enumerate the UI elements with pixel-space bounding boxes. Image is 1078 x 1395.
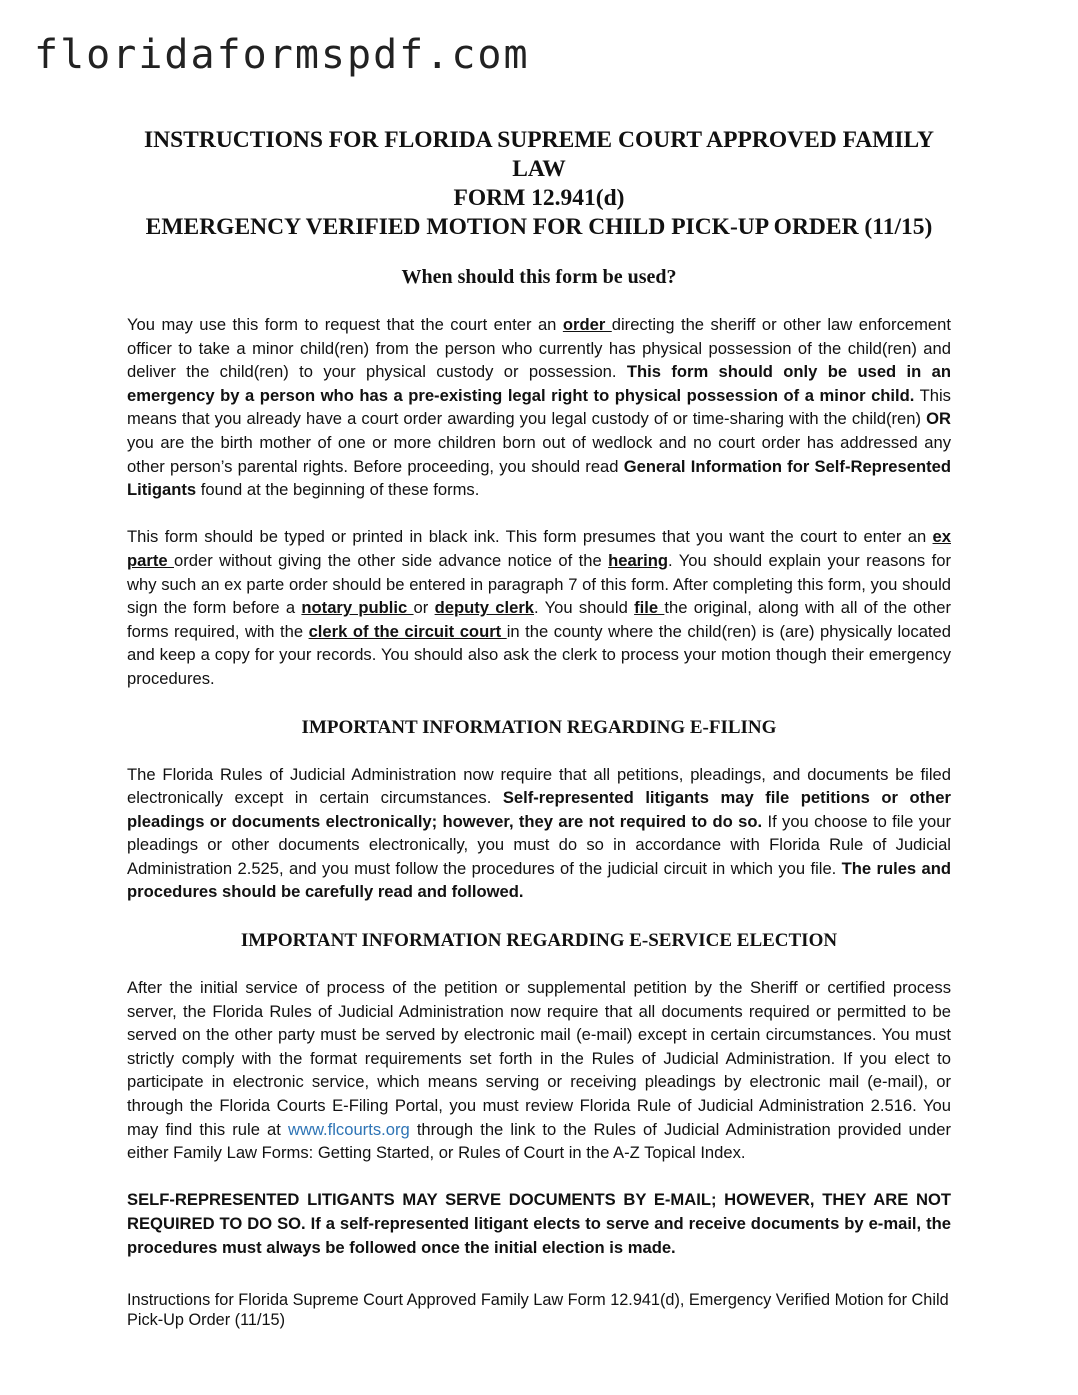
term-order: order bbox=[562, 315, 612, 334]
eservice-paragraph-1: After the initial service of process of the petition or supplemental petition by the Sheriff or certified process server, the Florida Rules of Judicial Administration now require that all documents required or permitted to be served on the other party must be served by electronic mail (e-mail) except in certain circumstances. You must strictly comply with the format requirements set forth in the Rules of Judicial Administration. If you elect to participate in electronic service, which means serving or receiving pleadings by electronic mail (e-mail), or through the Florida Courts E-Filing Portal, you must review Florida Rule of Judicial Administration 2.516. You may find this rule at www.flcourts.org through the link to the Rules of Judicial Administration provided under either Family Law Forms: Getting Started, or Rules of Court in the A-Z Topical Index. bbox=[127, 978, 951, 1163]
flcourts-link[interactable]: www.flcourts.org bbox=[287, 1119, 410, 1139]
page-footer: Instructions for Florida Supreme Court Approved Family Law Form 12.941(d), Emergency Verified Motion for Child Pick-Up Order (11/15) bbox=[127, 1291, 949, 1329]
title-line-2: FORM 12.941(d) bbox=[453, 185, 625, 211]
document-body bbox=[127, 126, 951, 1259]
efiling-heading: IMPORTANT INFORMATION REGARDING E-FILING bbox=[301, 716, 777, 738]
eservice-paragraph-2: SELF-REPRESENTED LITIGANTS MAY SERVE DOCUMENTS BY E-MAIL; HOWEVER, THEY ARE NOT REQUIRED TO DO SO. If a self-represented litigant elects to serve and receive documents by e-mail, the procedures must always be followed once the initial election is made. bbox=[127, 1190, 951, 1257]
term-ex-parte: ex parte bbox=[127, 527, 951, 570]
eservice-heading: IMPORTANT INFORMATION REGARDING E-SERVICE ELECTION bbox=[240, 930, 838, 952]
efiling-paragraph: The Florida Rules of Judicial Administration now require that all petitions, pleadings, and documents be filed electronically except in certain circumstances. Self-represented litigants may file petitions or other pleadings or documents electronically; however, they are not required to do so. If you choose to file your pleadings or other documents electronically, you must do so in accordance with Florida Rule of Judicial Administration 2.525, and you must follow the procedures of the judicial circuit in which you file. The rules and procedures should be carefully read and followed. bbox=[127, 764, 952, 902]
document-title bbox=[127, 126, 951, 242]
term-hearing: hearing bbox=[608, 550, 669, 570]
term-deputy-clerk: deputy clerk bbox=[434, 598, 535, 618]
term-file: file bbox=[634, 598, 665, 618]
term-notary-public: notary public bbox=[301, 598, 414, 618]
term-clerk-circuit-court: clerk of the circuit court bbox=[308, 621, 507, 641]
title-line-1: INSTRUCTIONS FOR FLORIDA SUPREME COURT APPROVED FAMILY LAW bbox=[144, 127, 934, 182]
when-paragraph-2: This form should be typed or printed in black ink. This form presumes that you want the court to enter an ex parte order without giving the other side advance notice of the hearing. You should explain your reasons for why such an ex parte order should be entered in paragraph 7 of this form. After completing this form, you should sign the form before a notary public or deputy clerk. You should file the original, along with all of the other forms required, with the clerk of the circuit court in the county where the child(ren) is (are) physically located and keep a copy for your records. You should also ask the clerk to process your motion though their emergency procedures. bbox=[127, 527, 952, 688]
title-line-3: EMERGENCY VERIFIED MOTION FOR CHILD PICK-UP ORDER (11/15) bbox=[145, 214, 933, 240]
when-heading: When should this form be used? bbox=[401, 266, 677, 288]
when-paragraph-1: You may use this form to request that the court enter an order directing the sheriff or other law enforcement officer to take a minor child(ren) from the person who currently has physical possession of the child(ren) and deliver the child(ren) to your physical custody or possession. This form should only be used in an emergency by a person who has a pre-existing legal right to physical possession of a minor child. This means that you already have a court order awarding you legal custody of or time-sharing with the child(ren) OR you are the birth mother of one or more children born out of wedlock and no court order has addressed any other person’s parental rights. Before proceeding, you should read General Information for Self-Represented Litigants found at the beginning of these forms. bbox=[127, 315, 951, 500]
site-watermark: floridaformspdf.com bbox=[34, 32, 530, 78]
